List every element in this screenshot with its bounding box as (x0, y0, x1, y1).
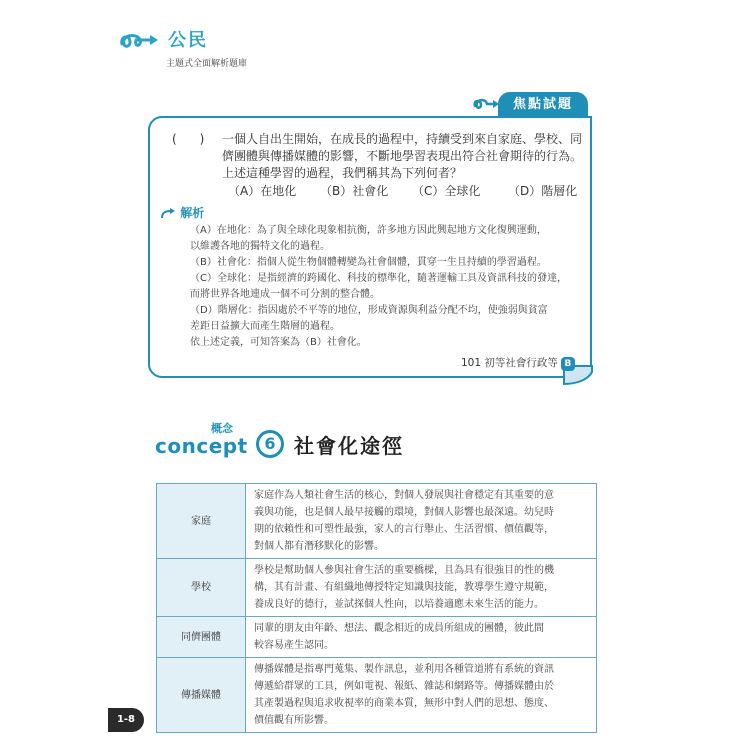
question-text (222, 131, 582, 182)
concept-number: 6 (256, 430, 284, 458)
analysis-line: （A）在地化：為了與全球化現象相抗衡，許多地方因此興起地方文化復興運動， (190, 225, 547, 236)
desc-line: 傳播媒體是指專門蒐集、製作訊息，並利用各種管道將有系統的資訊 (254, 664, 554, 675)
row-label: 家庭 (157, 484, 246, 559)
analysis-line: 而將世界各地連成一個不可分割的整合體。 (190, 289, 380, 300)
desc-line: 家庭作為人類社會生活的核心，對個人發展與社會穩定有其重要的意 (254, 490, 554, 501)
focus-question-tab: 焦點試題 (498, 92, 588, 118)
book-title: 公民 (168, 30, 208, 51)
row-label: 傳播媒體 (157, 658, 246, 733)
row-description (246, 559, 597, 617)
concept-cn-label: 概念 (211, 422, 233, 435)
desc-line: 其產製過程與追求收視率的商業本質，無形中對人們的思想、態度、 (254, 698, 554, 709)
answer-blank: ( ) (172, 132, 205, 146)
question-line: 上述這種學習的過程，我們稱其為下列何者？ (222, 166, 463, 180)
question-source (461, 355, 575, 371)
analysis-heading (160, 204, 204, 221)
question-line: 一個人自出生開始，在成長的過程中，持續受到來自家庭、學校、同 (222, 132, 583, 146)
desc-line: 期的依賴性和可塑性最強，家人的言行舉止、生活習慣、價值觀等， (254, 524, 554, 535)
option-d: （D）階層化 (508, 184, 578, 198)
row-label: 同儕團體 (157, 617, 246, 658)
analysis-line: （D）階層化：指因處於不平等的地位，形成資源與利益分配不均，使強弱與貧富 (190, 305, 548, 316)
row-label: 學校 (157, 559, 246, 617)
desc-line: 養成良好的德行，並試探個人性向，以培養適應未來生活的能力。 (254, 599, 544, 610)
row-description (246, 484, 597, 559)
desc-line: 對個人都有潛移默化的影響。 (254, 541, 384, 552)
swirl-arrow-icon (118, 30, 164, 52)
table-row (157, 617, 597, 658)
desc-line: 較容易產生認同。 (254, 640, 334, 651)
desc-line: 義與功能，也是個人最早接觸的環境，對個人影響也最深遠。幼兒時 (254, 507, 554, 518)
table-row (157, 559, 597, 617)
row-description (246, 617, 597, 658)
analysis-line: 依上述定義，可知答案為（B）社會化。 (190, 337, 367, 348)
desc-line: 構，其有計畫、有組織地傳授特定知識與技能，教導學生遵守規範， (254, 582, 554, 593)
desc-line: 傳遞給群眾的工具，例如電視、報紙、雜誌和網路等。傳播媒體由於 (254, 681, 554, 692)
option-b: （B）社會化 (320, 184, 389, 198)
curved-arrow-icon (160, 208, 176, 220)
concept-word: concept (155, 434, 248, 458)
option-a: （A）在地化 (228, 184, 297, 198)
source-label: 101 初等社會行政等 (461, 357, 558, 369)
option-c: （C）全球化 (412, 184, 481, 198)
analysis-text (190, 223, 590, 351)
analysis-line: （C）全球化：是指經濟的跨國化、科技的標準化，隨著運輸工具及資訊科技的發達， (190, 273, 567, 284)
analysis-line: 差距日益擴大而產生階層的過程。 (190, 321, 340, 332)
page-number: 1-8 (108, 708, 144, 732)
analysis-line: （B）社會化：指個人從生物個體轉變為社會個體，貫穿一生且持續的學習過程。 (190, 257, 547, 268)
analysis-heading-label: 解析 (180, 206, 205, 220)
table-row (157, 658, 597, 733)
book-subtitle: 主題式全面解析題庫 (166, 59, 248, 69)
concept-title: 社會化途徑 (294, 434, 404, 458)
row-description (246, 658, 597, 733)
desc-line: 同輩的朋友由年齡、想法、觀念相近的成員所組成的團體，彼此間 (254, 623, 544, 634)
answer-badge: B (561, 357, 575, 371)
desc-line: 學校是幫助個人參與社會生活的重要橋樑，且為具有很強目的性的機 (254, 565, 554, 576)
socialization-table (156, 483, 597, 733)
table-row (157, 484, 597, 559)
desc-line: 價值觀有所影響。 (254, 715, 334, 726)
question-line: 儕團體與傳播媒體的影響，不斷地學習表現出符合社會期待的行為。 (222, 149, 583, 163)
analysis-line: 以維護各地的獨特文化的過程。 (190, 241, 330, 252)
